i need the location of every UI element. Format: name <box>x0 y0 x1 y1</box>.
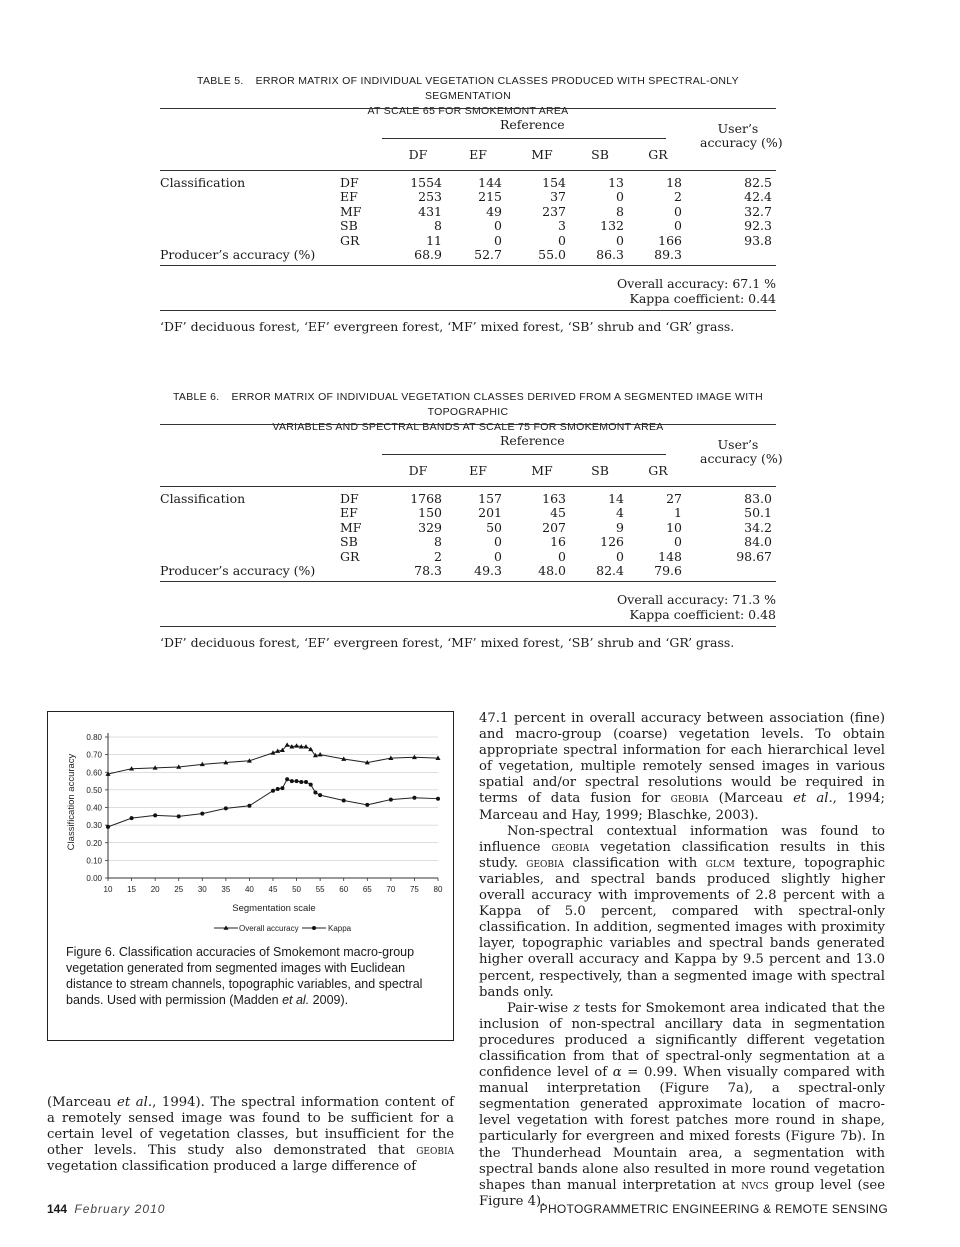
chart-grid <box>108 737 438 860</box>
table5-cell: 154 <box>542 175 566 190</box>
table6-cell: 329 <box>418 519 442 535</box>
table5-cell: 18 <box>666 175 682 190</box>
kappa-point <box>177 814 181 818</box>
table6-kappa: Kappa coefficient: 0.48 <box>629 607 776 622</box>
table5-classification-label: Classification <box>160 175 246 190</box>
table6-producers-value: 49.3 <box>474 563 502 578</box>
table6-col-header: SB <box>591 463 609 478</box>
table5-col-header: DF <box>408 147 428 162</box>
table6-users-header: User’s accuracy (%) <box>700 437 783 466</box>
table6-producers-value: 79.6 <box>654 563 682 578</box>
table5-producers-value: 52.7 <box>474 247 502 262</box>
right-paragraph-1: 47.1 percent in overall accuracy between association (fine) and macro-group (coarse) vegetation levels. To obtain appropriate spectral information for each hierarchical level of vegetation, multiple remotely sensed images in various spatial and/or spectral resolutions would be required in terms of data fusion for geobia (Marceau et al., 1994; Marceau and Hay, 1999; Blaschke, 2003). <box>479 711 886 823</box>
table6-note: ‘DF’ deciduous forest, ‘EF’ evergreen forest, ‘MF’ mixed forest, ‘SB’ shrub and ‘GR’ grass. <box>160 635 735 650</box>
table5-producers-value: 68.9 <box>414 247 442 262</box>
table6-top-rule <box>160 424 776 425</box>
table5-row-label: GR <box>340 232 360 248</box>
footer-journal: PHOTOGRAMMETRIC ENGINEERING & REMOTE SENSING <box>539 1202 888 1216</box>
table6-cell: 2 <box>434 548 442 564</box>
table6-producers-value: 48.0 <box>538 563 566 578</box>
table5-users-accuracy: 93.8 <box>744 232 772 248</box>
y-tick-label: 0.10 <box>86 856 102 866</box>
overall-accuracy-point <box>294 743 299 747</box>
table6-users-accuracy: 50.1 <box>744 505 772 521</box>
kappa-point <box>299 780 303 784</box>
right-paragraph-3: Pair-wise z tests for Smokemont area indicated that the inclusion of non-spectral ancillary data in segmentation procedures produced a significantly different vegetation classification from that of spectral-only segmentation at a confidence level of α = 0.99. When visually compared with manual interpretation (Figure 7a), a spectral-only segmentation generated approximate location of macro-level vegetation with forest patches more round in shape, particularly for evergreen and mixed forests (Figure 7b). In the Thunderhead Mountain area, a segmentation with spectral bands alone also resulted in more round vegetation shapes than manual interpretation at nvcs group level (see Figure 4). <box>479 1000 886 1209</box>
table5-cell: 0 <box>616 189 624 205</box>
table5-cell: 8 <box>616 203 624 219</box>
table5-row-label: EF <box>340 189 358 205</box>
table5-note: ‘DF’ deciduous forest, ‘EF’ evergreen forest, ‘MF’ mixed forest, ‘SB’ shrub and ‘GR’ grass. <box>160 319 735 334</box>
legend-label-kappa: Kappa <box>328 924 352 933</box>
table5-row-label: SB <box>340 218 358 234</box>
table6-cell: 157 <box>478 491 502 506</box>
table5-label: TABLE 5. <box>197 75 244 87</box>
table6-cell: 0 <box>558 548 566 564</box>
figure6-caption <box>66 944 446 1008</box>
table6-cell: 1 <box>674 505 682 521</box>
series-line-0 <box>108 745 438 774</box>
table5-cell: 166 <box>658 232 682 248</box>
chart-x-tick-labels <box>104 885 443 894</box>
table6-label: TABLE 6. <box>172 391 220 403</box>
table6-row-label: EF <box>340 505 358 521</box>
table5-cell: 0 <box>674 203 682 219</box>
kappa-point <box>365 803 369 807</box>
table5-cell: 431 <box>418 203 442 219</box>
table6-cell: 150 <box>418 505 442 521</box>
table5-cell: 0 <box>674 218 682 234</box>
x-tick-label: 25 <box>174 885 184 894</box>
table5-cell: 132 <box>600 218 624 234</box>
table6-cell: 163 <box>542 491 566 506</box>
table6-reference-header: Reference <box>500 433 565 448</box>
table5-row-label: MF <box>340 203 362 219</box>
table5-row-label: DF <box>340 175 359 190</box>
kappa-point <box>106 825 110 829</box>
x-tick-label: 65 <box>362 885 372 894</box>
table6-cell: 126 <box>600 534 624 550</box>
table5-users-accuracy: 92.3 <box>744 218 772 234</box>
table6-users-accuracy: 98.67 <box>736 548 772 564</box>
table5-cell: 1554 <box>410 175 442 190</box>
table5-cell: 37 <box>550 189 566 205</box>
table6-cell: 0 <box>674 534 682 550</box>
table6-classification-label: Classification <box>160 491 246 506</box>
table6-cell: 0 <box>616 548 624 564</box>
table6-col-header: EF <box>469 463 487 478</box>
kappa-point <box>304 780 308 784</box>
kappa-point <box>130 816 134 820</box>
table6-cell: 16 <box>550 534 566 550</box>
table5-kappa: Kappa coefficient: 0.44 <box>629 291 776 306</box>
y-tick-label: 0.40 <box>86 803 102 813</box>
table5-title-line2: AT SCALE 65 FOR SMOKEMONT AREA <box>367 105 569 117</box>
table6-producers-value: 78.3 <box>414 563 442 578</box>
table5-cell: 2 <box>674 189 682 205</box>
table5-cell: 0 <box>494 232 502 248</box>
table5-cell: 237 <box>542 203 566 219</box>
x-tick-label: 30 <box>197 885 207 894</box>
table5-overall-accuracy: Overall accuracy: 67.1 % <box>617 276 776 291</box>
chart-axes <box>105 733 438 881</box>
x-tick-label: 15 <box>127 885 137 894</box>
table5-top-rule <box>160 108 776 109</box>
table5-col-header: MF <box>531 147 553 162</box>
kappa-point <box>389 798 393 802</box>
table5-cell: 0 <box>494 218 502 234</box>
y-tick-label: 0.30 <box>86 821 102 831</box>
table6-cell: 14 <box>608 491 624 506</box>
table6-cell: 1768 <box>410 491 442 506</box>
table6-cell: 45 <box>550 505 566 521</box>
table5-cell: 215 <box>478 189 502 205</box>
y-tick-label: 0.00 <box>86 874 102 883</box>
figure6-caption-etal: et al. <box>282 993 310 1007</box>
overall-accuracy-point <box>285 742 290 746</box>
table5-reference-rule <box>382 138 666 139</box>
figure6-caption-label: Figure 6. <box>66 945 116 959</box>
table5-producers-value: 86.3 <box>596 247 624 262</box>
kappa-point <box>342 798 346 802</box>
table6-row-label: MF <box>340 519 362 535</box>
x-tick-label: 80 <box>433 885 443 894</box>
footer-date: February 2010 <box>74 1202 166 1216</box>
x-tick-label: 35 <box>221 885 231 894</box>
kappa-point <box>280 786 284 790</box>
table6-users-accuracy: 84.0 <box>744 534 772 550</box>
kappa-point <box>247 804 251 808</box>
table6-cell: 8 <box>434 534 442 550</box>
overall-accuracy-point <box>308 747 313 751</box>
table6-cell: 10 <box>666 519 682 535</box>
table6-cell: 148 <box>658 548 682 564</box>
left-column <box>47 1095 454 1175</box>
y-tick-label: 0.20 <box>86 838 102 848</box>
table6-row-label: SB <box>340 534 358 550</box>
x-tick-label: 45 <box>268 885 278 894</box>
kappa-point <box>318 793 322 797</box>
table6-body-rule <box>160 581 776 582</box>
table5-col-header: GR <box>648 147 668 162</box>
table5-users-header: User’s accuracy (%) <box>700 121 783 150</box>
x-tick-label: 75 <box>409 885 419 894</box>
table6-cell: 0 <box>494 534 502 550</box>
x-tick-label: 70 <box>386 885 396 894</box>
figure6-chart <box>48 712 452 940</box>
x-tick-label: 50 <box>292 885 302 894</box>
table6 <box>160 424 783 664</box>
table5-producers-value: 89.3 <box>654 247 682 262</box>
table5-cell: 0 <box>616 232 624 248</box>
table6-title-line1: ERROR MATRIX OF INDIVIDUAL VEGETATION CLASSES DERIVED FROM A SEGMENTED IMAGE WITH TOPOGRAPHIC <box>231 391 764 418</box>
table6-header-rule <box>160 486 776 487</box>
x-tick-label: 10 <box>103 885 113 894</box>
table5-cell: 0 <box>558 232 566 248</box>
kappa-point <box>295 779 299 783</box>
kappa-point <box>276 787 280 791</box>
table5-col-header: EF <box>469 147 487 162</box>
figure6-caption-end: 2009). <box>309 993 349 1007</box>
chart-series <box>106 742 441 829</box>
x-tick-label: 60 <box>339 885 349 894</box>
kappa-point <box>200 812 204 816</box>
table6-row-label: GR <box>340 548 360 564</box>
kappa-point <box>153 813 157 817</box>
table6-overall-accuracy: Overall accuracy: 71.3 % <box>617 592 776 607</box>
x-tick-label: 20 <box>150 885 160 894</box>
table5-body-rule <box>160 265 776 266</box>
x-tick-label: 40 <box>244 885 254 894</box>
y-tick-label: 0.80 <box>86 733 102 742</box>
kappa-point <box>285 777 289 781</box>
table6-reference-rule <box>382 454 666 455</box>
table6-producers-value: 82.4 <box>596 563 624 578</box>
table5-header-rule <box>160 170 776 171</box>
table5-users-accuracy: 32.7 <box>744 203 772 219</box>
table6-col-header: DF <box>408 463 428 478</box>
table5-title-line1: ERROR MATRIX OF INDIVIDUAL VEGETATION CLASSES PRODUCED WITH SPECTRAL-ONLY SEGMENTATION <box>255 75 739 102</box>
table5-users-accuracy: 42.4 <box>744 189 772 205</box>
chart-x-axis-label: Segmentation scale <box>232 903 316 914</box>
table5-cell: 13 <box>608 175 624 190</box>
figure6-caption-text: Classification accuracies of Smokemont macro-group vegetation generated from segmented images with Euclidean distance to stream channels, topographic variables, and spectral bands. Used with permission (Madden <box>66 945 423 1007</box>
table5-bottom-rule <box>160 310 776 311</box>
table5-cell: 8 <box>434 218 442 234</box>
overall-accuracy-point <box>318 752 323 756</box>
kappa-point <box>412 796 416 800</box>
page-number: 144 <box>47 1202 68 1216</box>
kappa-point <box>309 783 313 787</box>
legend-marker-circle <box>312 926 316 930</box>
y-tick-label: 0.60 <box>86 768 102 778</box>
table5-users-accuracy: 82.5 <box>744 175 772 190</box>
table6-cell: 9 <box>616 519 624 535</box>
table5 <box>160 108 783 348</box>
kappa-point <box>436 797 440 801</box>
chart-legend <box>214 924 352 933</box>
table6-cell: 201 <box>478 505 502 521</box>
kappa-point <box>313 791 317 795</box>
series-line-1 <box>108 779 438 827</box>
left-paragraph-1: (Marceau et al., 1994). The spectral information content of a remotely sensed image was found to be sufficient for a certain level of vegetation classes, but insufficient for the other levels. This study also demonstrated that geobia vegetation classification produced a large difference of <box>47 1095 454 1175</box>
table6-bottom-rule <box>160 626 776 627</box>
table5-cell: 253 <box>418 189 442 205</box>
table5-cell: 11 <box>426 232 442 248</box>
kappa-point <box>224 806 228 810</box>
y-tick-label: 0.70 <box>86 750 102 760</box>
table6-cell: 4 <box>616 505 624 521</box>
table5-reference-header: Reference <box>500 117 565 132</box>
table6-cell: 207 <box>542 519 566 535</box>
x-tick-label: 55 <box>315 885 325 894</box>
table6-users-accuracy: 34.2 <box>744 519 772 535</box>
table5-cell: 144 <box>478 175 502 190</box>
table6-users-accuracy: 83.0 <box>744 491 772 506</box>
table6-title-line2: VARIABLES AND SPECTRAL BANDS AT SCALE 75 FOR SMOKEMONT AREA <box>272 421 664 433</box>
y-tick-label: 0.50 <box>86 785 102 795</box>
right-paragraph-2: Non-spectral contextual information was found to influence geobia vegetation classification results in this study. geobia classification with glcm texture, topographic variables, and spectral bands produced slightly higher overall accuracy with improvements of 2.8 percent with a Kappa of 5.0 percent, compared with spectral-only classification. In addition, segmented images with proximity layer, topographic variables and spectral bands generated higher overall accuracy and Kappa by 9.5 percent and 13.0 percent, respectively, than a segmented image with spectral bands only. <box>479 823 885 1000</box>
table5-producers-label: Producer’s accuracy (%) <box>160 247 316 262</box>
right-column <box>479 711 885 1210</box>
figure6-box <box>47 711 454 1041</box>
footer-left <box>47 1202 165 1216</box>
kappa-point <box>271 789 275 793</box>
table6-producers-label: Producer’s accuracy (%) <box>160 563 316 578</box>
table6-cell: 27 <box>666 491 682 506</box>
table6-cell: 50 <box>486 519 502 535</box>
table6-col-header: GR <box>648 463 668 478</box>
chart-y-axis-label: Classification accuracy <box>66 753 77 851</box>
table6-col-header: MF <box>531 463 553 478</box>
table5-cell: 3 <box>558 218 566 234</box>
legend-label-overall: Overall accuracy <box>239 924 299 933</box>
chart-y-tick-labels <box>86 733 102 883</box>
kappa-point <box>290 779 294 783</box>
table5-producers-value: 55.0 <box>538 247 566 262</box>
table5-cell: 49 <box>486 203 502 219</box>
table5-col-header: SB <box>591 147 609 162</box>
table6-cell: 0 <box>494 548 502 564</box>
table6-row-label: DF <box>340 491 359 506</box>
